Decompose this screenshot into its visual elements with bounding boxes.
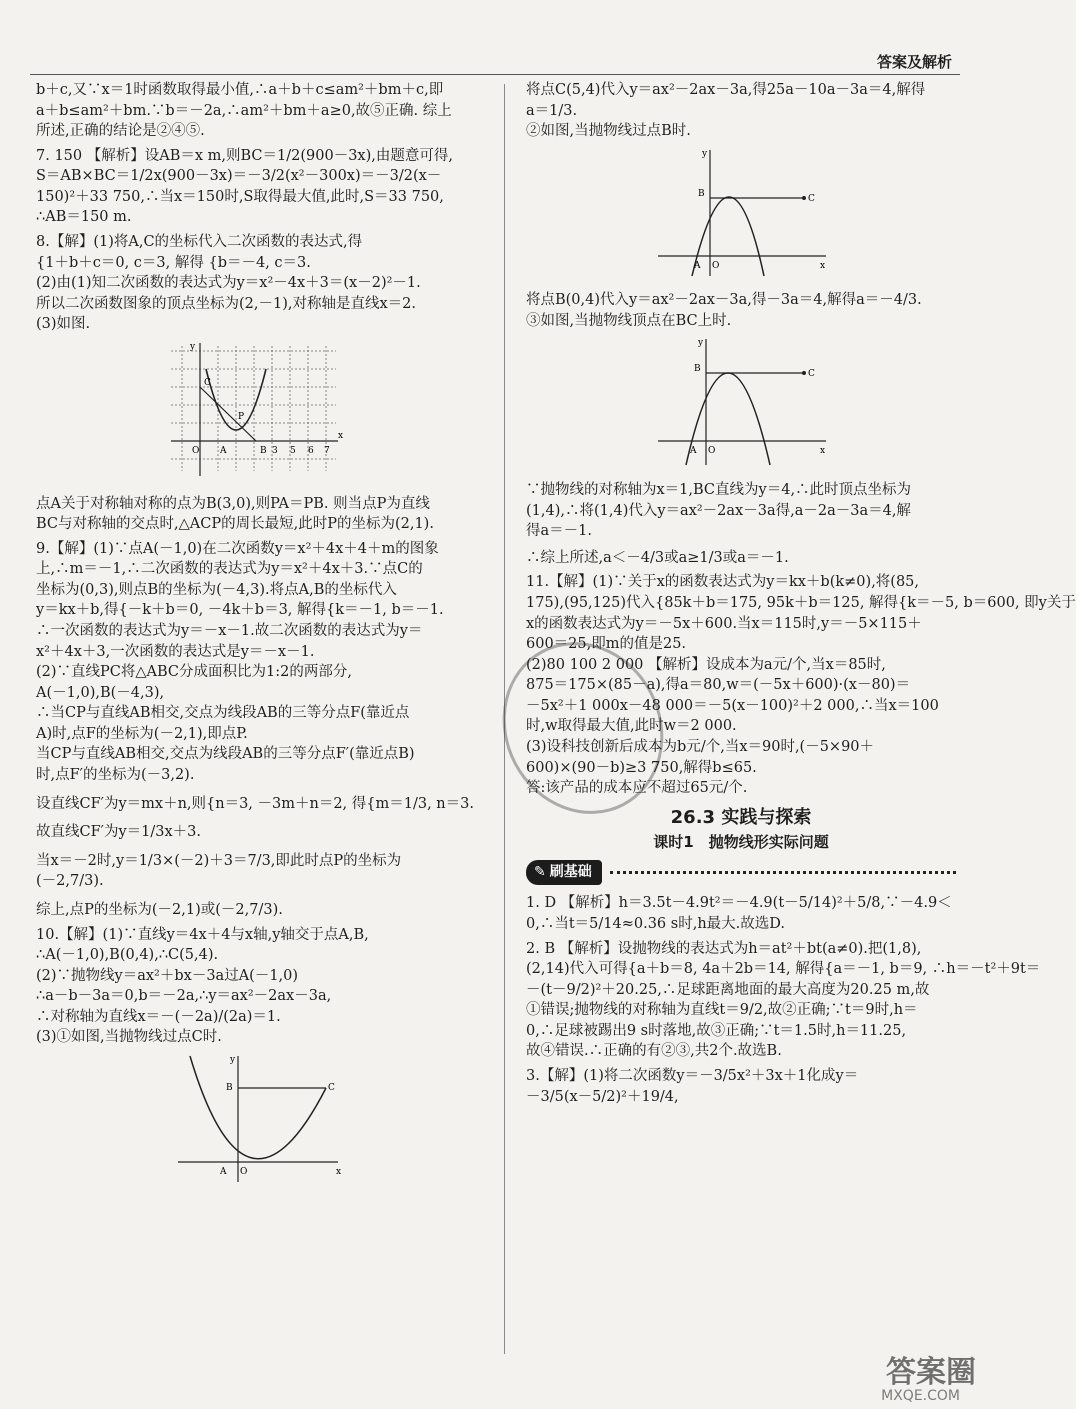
- problem-11: 11.【解】(1)∵关于x的函数表达式为y＝kx＋b(k≠0),将(85, 175),(95,125)代入{85k＋b＝175, 95k＋b＝125, 解得{k＝－5, b＝600, 即y关于 x的函数表达式为y＝－5x＋600.当x＝115时,y＝－5×115＋ 600＝25,即m的值是25. (2)80 100 2 000 【解析】设成本为a元/个,当x＝85时, 875＝175×(85－a),得a＝80,w＝(－5x＋600)·(x－80)＝ －5x²＋1 000x－48 000＝－5(x－100)²＋2 000,∴当x＝100 时,w取得最大值,此时w＝2 000. (3)设科技创新后成本为b元/个,当x＝90时,(－5×90＋ 600)×(90－b)≥3 750,解得b≤65. 答:该产品的成本应不超过65元/个.: [526, 574, 1076, 797]
- figure-problem-10-c: [656, 337, 956, 474]
- fig10b-label-o: O: [712, 260, 720, 271]
- problem-9: 9.【解】(1)∵点A(－1,0)在二次函数y＝x²＋4x＋4＋m的图象 上,∴m＝－1,∴二次函数的表达式为y＝x²＋4x＋3.∵点C的 坐标为(0,3),则点B的坐标为(－4,3).将点A,B的坐标代入 y＝kx＋b,得{－k＋b＝0, －4k＋b＝3, 解得{k＝－1, b＝－1. ∴一次函数的表达式为y＝－x－1.故二次函数的表达式为y＝ x²＋4x＋3,一次函数的表达式是y＝－x－1. (2)∵直线PC将△ABC分成面积比为1:2的两部分, A(－1,0),B(－4,3), ∴当CP与直线AB相交,交点为线段AB的三等分点F(靠近点 A)时,点F的坐标为(－2,1),即点P. 当CP与直线AB相交,交点为线段AB的三等分点F′(靠近点B) 时,点F′的坐标为(－3,2). 设直线CF′为y＝mx＋n,则{n＝3, －3m＋n＝2, 得{m＝1/3, n＝3. 故直线CF′为y＝1/3x＋3. 当x＝－2时,y＝1/3×(－2)＋3＝7/3,即此时点P的坐标为 (－2,7/3). 综上,点P的坐标为(－2,1)或(－2,7/3).: [36, 540, 474, 918]
- question-3: 3.【解】(1)将二次函数y＝－3/5x²＋3x＋1化成y＝ －3/5(x－5/2)²＋19/4,: [526, 1068, 859, 1105]
- problem-10-cont-1: 将点C(5,4)代入y＝ax²－2ax－3a,得25a－10a－3a＝4,解得 a＝1/3. ②如图,当抛物线过点B时.: [526, 82, 926, 140]
- fig8-tick-6: 6: [308, 445, 314, 456]
- fig8-label-x: x: [338, 430, 344, 441]
- fig10a-label-c: C: [328, 1082, 335, 1093]
- fig10c-label-b: B: [694, 364, 701, 375]
- problem-6-tail: b＋c,又∵x＝1时函数取得最小值,∴a＋b＋c≤am²＋bm＋c,即 a＋b≤am²＋bm.∵b＝－2a,∴am²＋bm＋a≥0,故⑤正确. 综上 所述,正确的结论是②④⑤.: [36, 82, 452, 140]
- section-title: 26.3 实践与探索: [670, 806, 812, 828]
- figure-problem-10-a: [176, 1054, 486, 1191]
- fig8-label-p: P: [238, 411, 245, 422]
- problem-8-after: 点A关于对称轴对称的点为B(3,0),则PA＝PB. 则当点P为直线 BC与对称轴的交点时,△ACP的周长最短,此时P的坐标为(2,1).: [36, 495, 434, 533]
- fig10b-label-x: x: [820, 260, 826, 271]
- basic-practice-badge: ✎ 刷基础: [526, 860, 602, 886]
- parabola-grid-figure: [166, 341, 346, 481]
- fig10c-label-y: y: [698, 338, 704, 349]
- fig10a-label-a: A: [220, 1166, 227, 1177]
- fig8-tick-5: 5: [290, 445, 296, 456]
- fig8-label-c: C: [204, 377, 211, 388]
- fig8-tick-7: 7: [324, 445, 330, 456]
- fig10a-label-y: y: [230, 1054, 236, 1065]
- problem-7: 7. 150 【解析】设AB＝x m,则BC＝1/2(900－3x),由题意可得, S＝AB×BC＝1/2x(900－3x)＝－3/2(x²－300x)＝－3/2(x－ 150)²＋33 750,∴当x＝150时,S取得最大值,此时,S＝33 750, ∴AB＝150 m.: [36, 147, 453, 226]
- figure-problem-8: [166, 341, 486, 488]
- problem-10-cont-2: 将点B(0,4)代入y＝ax²－2ax－3a,得－3a＝4,解得a＝－4/3. ③如图,当抛物线顶点在BC上时.: [526, 292, 922, 329]
- fig8-label-a: A: [220, 445, 227, 456]
- fig10b-label-y: y: [702, 148, 708, 159]
- problem-10: 10.【解】(1)∵直线y＝4x＋4与x轴,y轴交于点A,B, ∴A(－1,0),B(0,4),∴C(5,4). (2)∵抛物线y＝ax²＋bx－3a过A(－1,0) ∴a－b－3a＝0,b＝－2a,∴y＝ax²－2ax－3a, ∴对称轴为直线x＝－(－2a)/(2a)＝1. (3)①如图,当抛物线过点C时.: [36, 926, 369, 1046]
- dotted-rule: [610, 871, 956, 874]
- fig10b-label-c: C: [808, 193, 815, 204]
- fig10b-label-a: A: [694, 260, 701, 271]
- fig10c-label-x: x: [820, 446, 826, 457]
- badge-row: [526, 860, 956, 886]
- column-divider: [504, 84, 505, 1354]
- fig10a-label-b: B: [226, 1082, 233, 1093]
- fig8-label-y: y: [190, 341, 196, 352]
- question-1: 1. D 【解析】h＝3.5t－4.9t²＝－4.9(t－5/14)²＋5/8,∵－4.9＜ 0,∴当t＝5/14≈0.36 s时,h最大.故选D.: [526, 895, 952, 933]
- problem-8: 8.【解】(1)将A,C的坐标代入二次函数的表达式,得 {1＋b＋c＝0, c＝3, 解得 {b＝－4, c＝3. (2)由(1)知二次函数的表达式为y＝x²－4x＋3＝(x－2)²－1. 所以二次函数图象的顶点坐标为(2,－1),对称轴是直线x＝2. (3)如图.: [36, 234, 421, 333]
- fig8-label-b: B: [260, 445, 267, 456]
- header-rule: [30, 74, 960, 75]
- left-column: [36, 80, 486, 1197]
- fig10c-label-o: O: [708, 446, 716, 457]
- fig8-tick-4: 3: [272, 445, 278, 456]
- watermark-logo: 答案圈: [886, 1355, 976, 1391]
- fig10a-label-x: x: [336, 1166, 342, 1177]
- fig8-label-o: O: [192, 445, 200, 456]
- question-2: 2. B 【解析】设抛物线的表达式为h＝at²＋bt(a≠0).把(1,8), (2,14)代入可得{a＋b＝8, 4a＋2b＝14, 解得{a＝－1, b＝9, ∴h＝－t²＋9t＝ －(t－9/2)²＋20.25,∴足球距离地面的最大高度为20.25 m,故 ①错误;抛物线的对称轴为直线t＝9/2,故②正确;∵t＝9时,h＝ 0,∴足球被踢出9 s时落地,故③正确;∵t＝1.5时,h＝11.25, 故④错误.∴正确的有②③,共2个.故选B.: [526, 940, 1041, 1060]
- page-header: 答案及解析: [876, 53, 952, 71]
- fig10b-label-b: B: [698, 188, 705, 199]
- fig10c-label-c: C: [808, 369, 815, 380]
- watermark-site: MXQE.COM: [881, 1388, 960, 1405]
- right-column: [526, 80, 1076, 1111]
- fig10a-label-o: O: [240, 1166, 248, 1177]
- problem-10-cont-3: ∵抛物线的对称轴为x＝1,BC直线为y＝4,∴此时顶点坐标为 (1,4),∴将(1,4)代入y＝ax²－2ax－3a得,a－2a－3a＝4,解 得a＝－1. ∴综上所述,a＜－4/3或a≥1/3或a＝－1.: [526, 482, 912, 566]
- fig10c-label-a: A: [690, 446, 697, 457]
- brush-icon: ✎: [534, 863, 546, 880]
- figure-problem-10-b: [656, 148, 956, 285]
- lesson-title: 课时1 抛物线形实际问题: [653, 833, 829, 852]
